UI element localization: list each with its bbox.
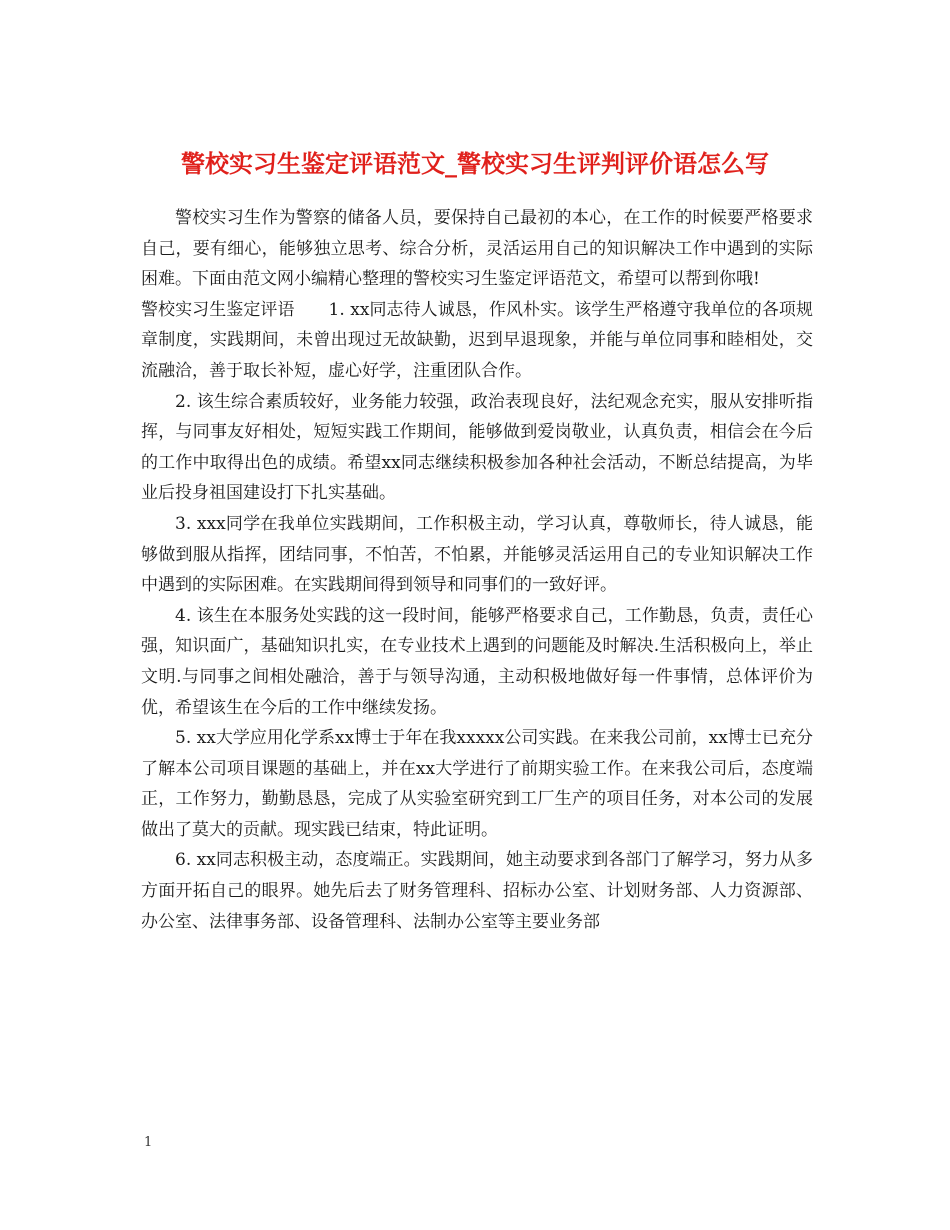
item-4: 4. 该生在本服务处实践的这一段时间，能够严格要求自己，工作勤恳，负责，责任心强，知识面广，基础知识扎实，在专业技术上遇到的问题能及时解决.生活积极向上，举止文明.与同事之间相处融洽，善于与领导沟通，主动积极地做好每一件事情，总体评价为优，希望该生在今后的工作中继续发扬。 <box>141 605 813 718</box>
page-title: 警校实习生鉴定评语范文_警校实习生评判评价语怎么写 <box>181 149 769 179</box>
item-3: 3. xxx同学在我单位实践期间，工作积极主动，学习认真，尊敬师长，待人诚恳，能够做到服从指挥，团结同事，不怕苦，不怕累，并能够灵活运用自己的专业知识解决工作中遇到的实际困难。在实践期间得到领导和同事们的一致好评。 <box>141 513 813 596</box>
item-5: 5. xx大学应用化学系xx博士于年在我xxxxx公司实践。在来我公司前，xx博士已充分了解本公司项目课题的基础上，并在xx大学进行了前期实验工作。在来我公司后，态度端正，工作努力，勤勤恳恳，完成了从实验室研究到工厂生产的项目任务，对本公司的发展做出了莫大的贡献。现实践已结束，特此证明。 <box>141 728 813 840</box>
page-number: 1 <box>144 1135 153 1150</box>
section-heading: 警校实习生鉴定评语 <box>141 299 295 320</box>
item-1: 1. xx同志待人诚恳，作风朴实。该学生严格遵守我单位的各项规章制度，实践期间，未曾出现过无故缺勤，迟到早退现象，并能与单位同事和睦相处，交流融洽，善于取长补短，虚心好学，注重团队合作。 <box>141 299 813 381</box>
first-item-paragraph <box>141 295 813 387</box>
item-6: 6. xx同志积极主动，态度端正。实践期间，她主动要求到各部门了解学习，努力从多方面开拓自己的眼界。她先后去了财务管理科、招标办公室、计划财务部、人力资源部、办公室、法律事务部、设备管理科、法制办公室等主要业务部 <box>141 850 813 932</box>
intro-paragraph: 警校实习生作为警察的储备人员，要保持自己最初的本心，在工作的时候要严格要求自己，要有细心，能够独立思考、综合分析，灵活运用自己的知识解决工作中遇到的实际困难。下面由范文网小编精心整理的警校实习生鉴定评语范文，希望可以帮到你哦! <box>141 208 813 290</box>
document-body <box>141 203 813 937</box>
item-2: 2. 该生综合素质较好，业务能力较强，政治表现良好，法纪观念充实，服从安排听指挥，与同事友好相处，短短实践工作期间，能够做到爱岗敬业，认真负责，相信会在今后的工作中取得出色的成绩。希望xx同志继续积极参加各种社会活动，不断总结提高，为毕业后投身祖国建设打下扎实基础。 <box>141 391 813 504</box>
